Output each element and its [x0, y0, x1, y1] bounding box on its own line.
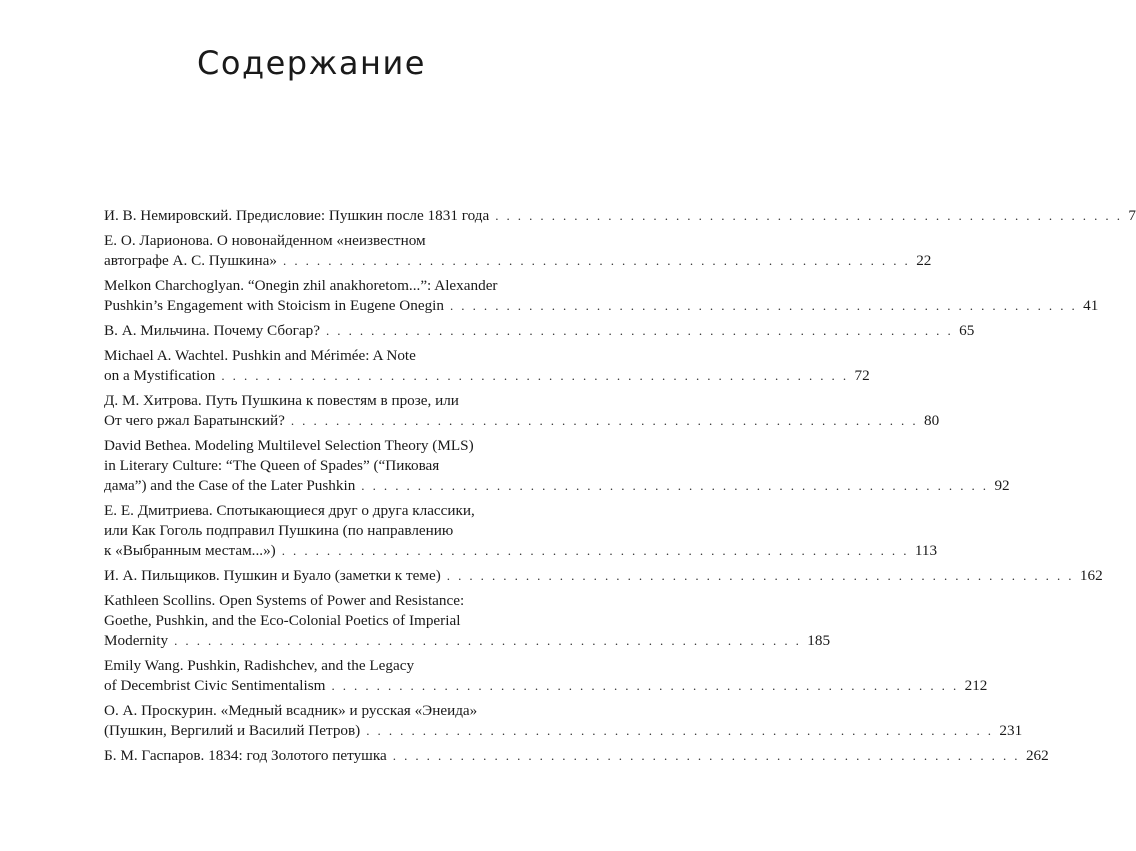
toc-entry-line: И. А. Пильщиков. Пушкин и Буало (заметки к теме)	[104, 567, 441, 584]
toc-entry-line: Modernity	[104, 632, 169, 649]
dot-leader: . . . . . . . . . . . . . . . . . . . . . . . . . . . . . . . . . . . . . . . . . . . . . . . . . . . . . . . .	[325, 323, 954, 338]
toc-entry-line: of Decembrist Civic Sentimentalism	[104, 677, 326, 694]
dot-leader: . . . . . . . . . . . . . . . . . . . . . . . . . . . . . . . . . . . . . . . . . . . . . . . . . . . . . . . .	[281, 543, 909, 558]
dot-leader: . . . . . . . . . . . . . . . . . . . . . . . . . . . . . . . . . . . . . . . . . . . . . . . . . . . . . . . .	[174, 633, 802, 648]
page-number: 185	[807, 632, 831, 649]
toc-entry-line: Goethe, Pushkin, and the Eco-Colonial Poetics of Imperial	[104, 612, 461, 629]
toc-entry-last-line	[104, 296, 1099, 316]
page-number: 41	[1083, 297, 1099, 314]
dot-leader: . . . . . . . . . . . . . . . . . . . . . . . . . . . . . . . . . . . . . . . . . . . . . . . . . . . . . . . .	[290, 413, 919, 428]
toc-entry-line: Д. М. Хитрова. Путь Пушкина к повестям в прозе, или	[104, 392, 459, 409]
toc-entry-last-line	[104, 476, 1010, 496]
toc-entry-line: к «Выбранным местам...»)	[104, 542, 276, 559]
toc-entry-last-line	[104, 746, 1049, 766]
toc-entry-line: О. А. Проскурин. «Медный всадник» и русская «Энеида»	[104, 702, 478, 719]
toc-entry-last-line	[104, 721, 1023, 741]
toc-entry[interactable]	[104, 231, 932, 271]
toc-entry[interactable]	[104, 746, 1049, 766]
toc-entry-last-line	[104, 411, 940, 431]
toc-entry[interactable]	[104, 321, 975, 341]
page-number: 22	[916, 252, 932, 269]
page-number: 212	[964, 677, 988, 694]
toc-entry-line: В. А. Мильчина. Почему Сбогар?	[104, 322, 320, 339]
toc-entry-line: И. В. Немировский. Предисловие: Пушкин после 1831 года	[104, 207, 490, 224]
toc-entry-line: автографе А. С. Пушкина»	[104, 252, 278, 269]
dot-leader: . . . . . . . . . . . . . . . . . . . . . . . . . . . . . . . . . . . . . . . . . . . . . . . . . . . . . . . .	[331, 678, 959, 693]
toc-entry-line: От чего ржал Баратынский?	[104, 412, 285, 429]
page-title: Содержание	[197, 44, 426, 82]
toc-entry-line: или Как Гоголь подправил Пушкина (по направлению	[104, 522, 454, 539]
toc-entry-last-line	[104, 566, 1103, 586]
toc-entry[interactable]	[104, 436, 1010, 496]
page-number: 162	[1079, 567, 1103, 584]
dot-leader: . . . . . . . . . . . . . . . . . . . . . . . . . . . . . . . . . . . . . . . . . . . . . . . . . . . . . . . .	[446, 568, 1074, 583]
toc-entry-last-line	[104, 251, 932, 271]
page-number: 231	[999, 722, 1023, 739]
toc-entry-line: on a Mystification	[104, 367, 216, 384]
toc-entry[interactable]	[104, 591, 831, 651]
toc-entry-line: дама”) and the Case of the Later Pushkin	[104, 477, 356, 494]
dot-leader: . . . . . . . . . . . . . . . . . . . . . . . . . . . . . . . . . . . . . . . . . . . . . . . . . . . . . . . .	[366, 723, 994, 738]
page-number: 65	[959, 322, 975, 339]
dot-leader: . . . . . . . . . . . . . . . . . . . . . . . . . . . . . . . . . . . . . . . . . . . . . . . . . . . . . . . .	[495, 208, 1123, 223]
page-number: 113	[914, 542, 938, 559]
toc-entry-line: Kathleen Scollins. Open Systems of Power and Resistance:	[104, 592, 465, 609]
table-of-contents	[104, 206, 1136, 766]
toc-entry-line: Б. М. Гаспаров. 1834: год Золотого петушка	[104, 747, 387, 764]
toc-entry-line: Michael A. Wachtel. Pushkin and Mérimée: A Note	[104, 347, 416, 364]
toc-entry[interactable]	[104, 701, 1023, 741]
page-number: 72	[854, 367, 870, 384]
toc-entry-last-line	[104, 321, 975, 341]
toc-entry-line: Melkon Charchoglyan. “Onegin zhil anakhoretom...”: Alexander	[104, 277, 498, 294]
toc-entry-last-line	[104, 541, 938, 561]
toc-entry-last-line	[104, 206, 1136, 226]
page-number: 92	[994, 477, 1010, 494]
page-number: 262	[1025, 747, 1049, 764]
toc-entry-line: Е. О. Ларионова. О новонайденном «неизвестном	[104, 232, 426, 249]
dot-leader: . . . . . . . . . . . . . . . . . . . . . . . . . . . . . . . . . . . . . . . . . . . . . . . . . . . . . . . .	[283, 253, 911, 268]
toc-entry[interactable]	[104, 566, 1103, 586]
toc-entry[interactable]	[104, 501, 938, 561]
toc-entry-last-line	[104, 676, 988, 696]
toc-entry-last-line	[104, 631, 831, 651]
toc-entry-line: Е. Е. Дмитриева. Спотыкающиеся друг о друга классики,	[104, 502, 475, 519]
toc-entry[interactable]	[104, 206, 1136, 226]
toc-entry-line: Pushkin’s Engagement with Stoicism in Eugene Onegin	[104, 297, 444, 314]
toc-entry-line: David Bethea. Modeling Multilevel Selection Theory (MLS)	[104, 437, 474, 454]
toc-entry-line: Emily Wang. Pushkin, Radishchev, and the Legacy	[104, 657, 415, 674]
dot-leader: . . . . . . . . . . . . . . . . . . . . . . . . . . . . . . . . . . . . . . . . . . . . . . . . . . . . . . . .	[450, 298, 1078, 313]
toc-entry-last-line	[104, 366, 870, 386]
toc-entry[interactable]	[104, 656, 988, 696]
dot-leader: . . . . . . . . . . . . . . . . . . . . . . . . . . . . . . . . . . . . . . . . . . . . . . . . . . . . . . . .	[221, 368, 849, 383]
toc-entry[interactable]	[104, 346, 870, 386]
dot-leader: . . . . . . . . . . . . . . . . . . . . . . . . . . . . . . . . . . . . . . . . . . . . . . . . . . . . . . . .	[392, 748, 1020, 763]
page-number: 80	[924, 412, 940, 429]
dot-leader: . . . . . . . . . . . . . . . . . . . . . . . . . . . . . . . . . . . . . . . . . . . . . . . . . . . . . . . .	[361, 478, 989, 493]
page-number: 7	[1128, 207, 1136, 224]
toc-entry-line: (Пушкин, Вергилий и Василий Петров)	[104, 722, 361, 739]
toc-entry[interactable]	[104, 276, 1099, 316]
toc-entry[interactable]	[104, 391, 940, 431]
toc-entry-line: in Literary Culture: “The Queen of Spades” (“Пиковая	[104, 457, 440, 474]
